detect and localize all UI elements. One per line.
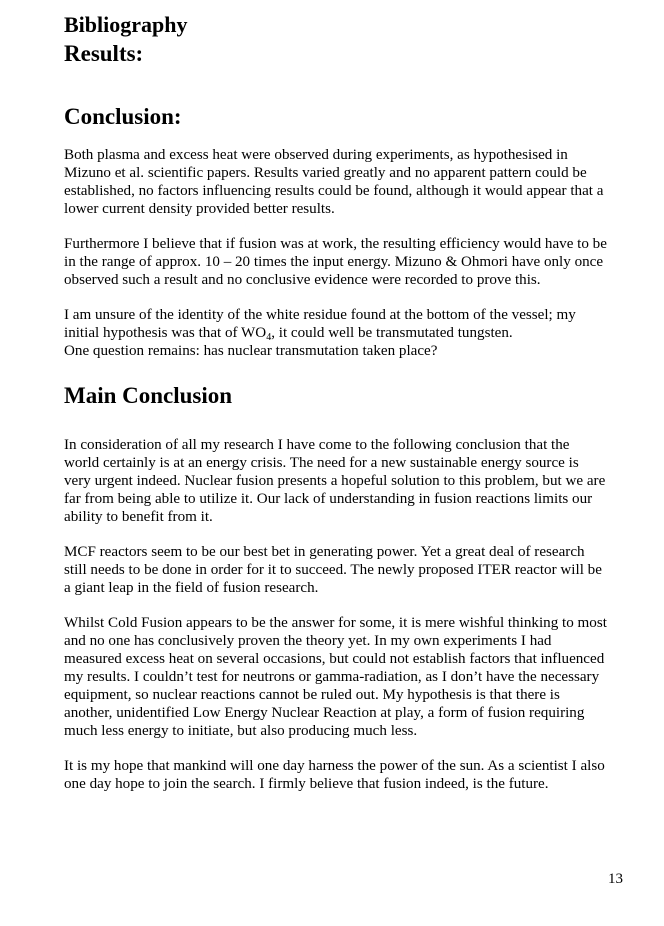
formula-subscript: 4	[266, 332, 272, 343]
main-paragraph-4	[64, 757, 629, 793]
text-line: In consideration of all my research I have come to the following conclusion that the	[64, 437, 570, 453]
cutoff-heading	[64, 8, 224, 37]
text-line: a giant leap in the field of fusion research.	[64, 580, 319, 596]
formula-suffix: , it could well be transmutated tungsten.	[271, 325, 513, 341]
text-line: equipment, so nuclear reactions cannot be ruled out. My hypothesis is that there is	[64, 687, 560, 703]
text-line: I am unsure of the identity of the white residue found at the bottom of the vessel; my	[64, 307, 576, 323]
text-line: Whilst Cold Fusion appears to be the answer for some, it is mere wishful thinking to most	[64, 615, 607, 631]
text-line: established, no factors influencing results could be found, although it would appear that a	[64, 183, 604, 199]
text-line: very urgent indeed. Nuclear fusion presents a hopeful solution to this problem, but we are	[64, 473, 606, 489]
conclusion-paragraph-1	[64, 146, 629, 218]
text-line: my results. I couldn’t test for neutrons or gamma-radiation, as I don’t have the necessary	[64, 669, 600, 685]
text-line: and no one has conclusively proven the theory yet. In my own experiments I had	[64, 633, 552, 649]
text-line: world certainly is at an energy crisis. The need for a new sustainable energy source is	[64, 455, 579, 471]
text-line: far from being able to utilize it. Our lack of understanding in fusion reactions limits our	[64, 491, 593, 507]
conclusion-paragraph-2	[64, 235, 629, 289]
text-line: Both plasma and excess heat were observed during experiments, as hypothesised in	[64, 147, 568, 163]
text-line: It is my hope that mankind will one day harness the power of the sun. As a scientist I also	[64, 758, 605, 774]
text-line: much less energy to initiate, but also producing much less.	[64, 723, 418, 739]
text-line: Furthermore I believe that if fusion was at work, the resulting efficiency would have to be	[64, 236, 607, 252]
text-line: lower current density provided better results.	[64, 201, 335, 217]
residue-paragraph	[64, 306, 629, 360]
text-line: one day hope to join the search. I firmly believe that fusion indeed, is the future.	[64, 776, 549, 792]
main-paragraph-1	[64, 436, 629, 526]
page-content	[64, 38, 629, 793]
conclusion-heading: Conclusion:	[64, 104, 182, 129]
text-line: another, unidentified Low Energy Nuclear Reaction at play, a form of fusion requiring	[64, 705, 585, 721]
text-line: still needs to be done in order for it to succeed. The newly proposed ITER reactor will be	[64, 562, 602, 578]
text-line: observed such a result and no conclusive evidence were recorded to prove this.	[64, 272, 541, 288]
main-conclusion-heading: Main Conclusion	[64, 383, 233, 408]
text-line-with-formula	[64, 324, 629, 342]
results-heading: Results:	[64, 41, 144, 66]
text-line: MCF reactors seem to be our best bet in generating power. Yet a great deal of research	[64, 544, 585, 560]
text-line: ability to benefit from it.	[64, 509, 213, 525]
text-line: One question remains: has nuclear transmutation taken place?	[64, 343, 438, 359]
text-line: Mizuno et al. scientific papers. Results varied greatly and no apparent pattern could be	[64, 165, 587, 181]
page-number: 13	[608, 871, 623, 887]
text-line: in the range of approx. 10 – 20 times the input energy. Mizuno & Ohmori have only once	[64, 254, 604, 270]
main-paragraph-3	[64, 614, 629, 740]
formula-prefix: initial hypothesis was that of WO	[64, 325, 267, 341]
text-line: measured excess heat on several occasions, but could not establish factors that influenced	[64, 651, 605, 667]
main-paragraph-2	[64, 543, 629, 597]
cutoff-heading-text: Bibliography	[64, 12, 188, 37]
